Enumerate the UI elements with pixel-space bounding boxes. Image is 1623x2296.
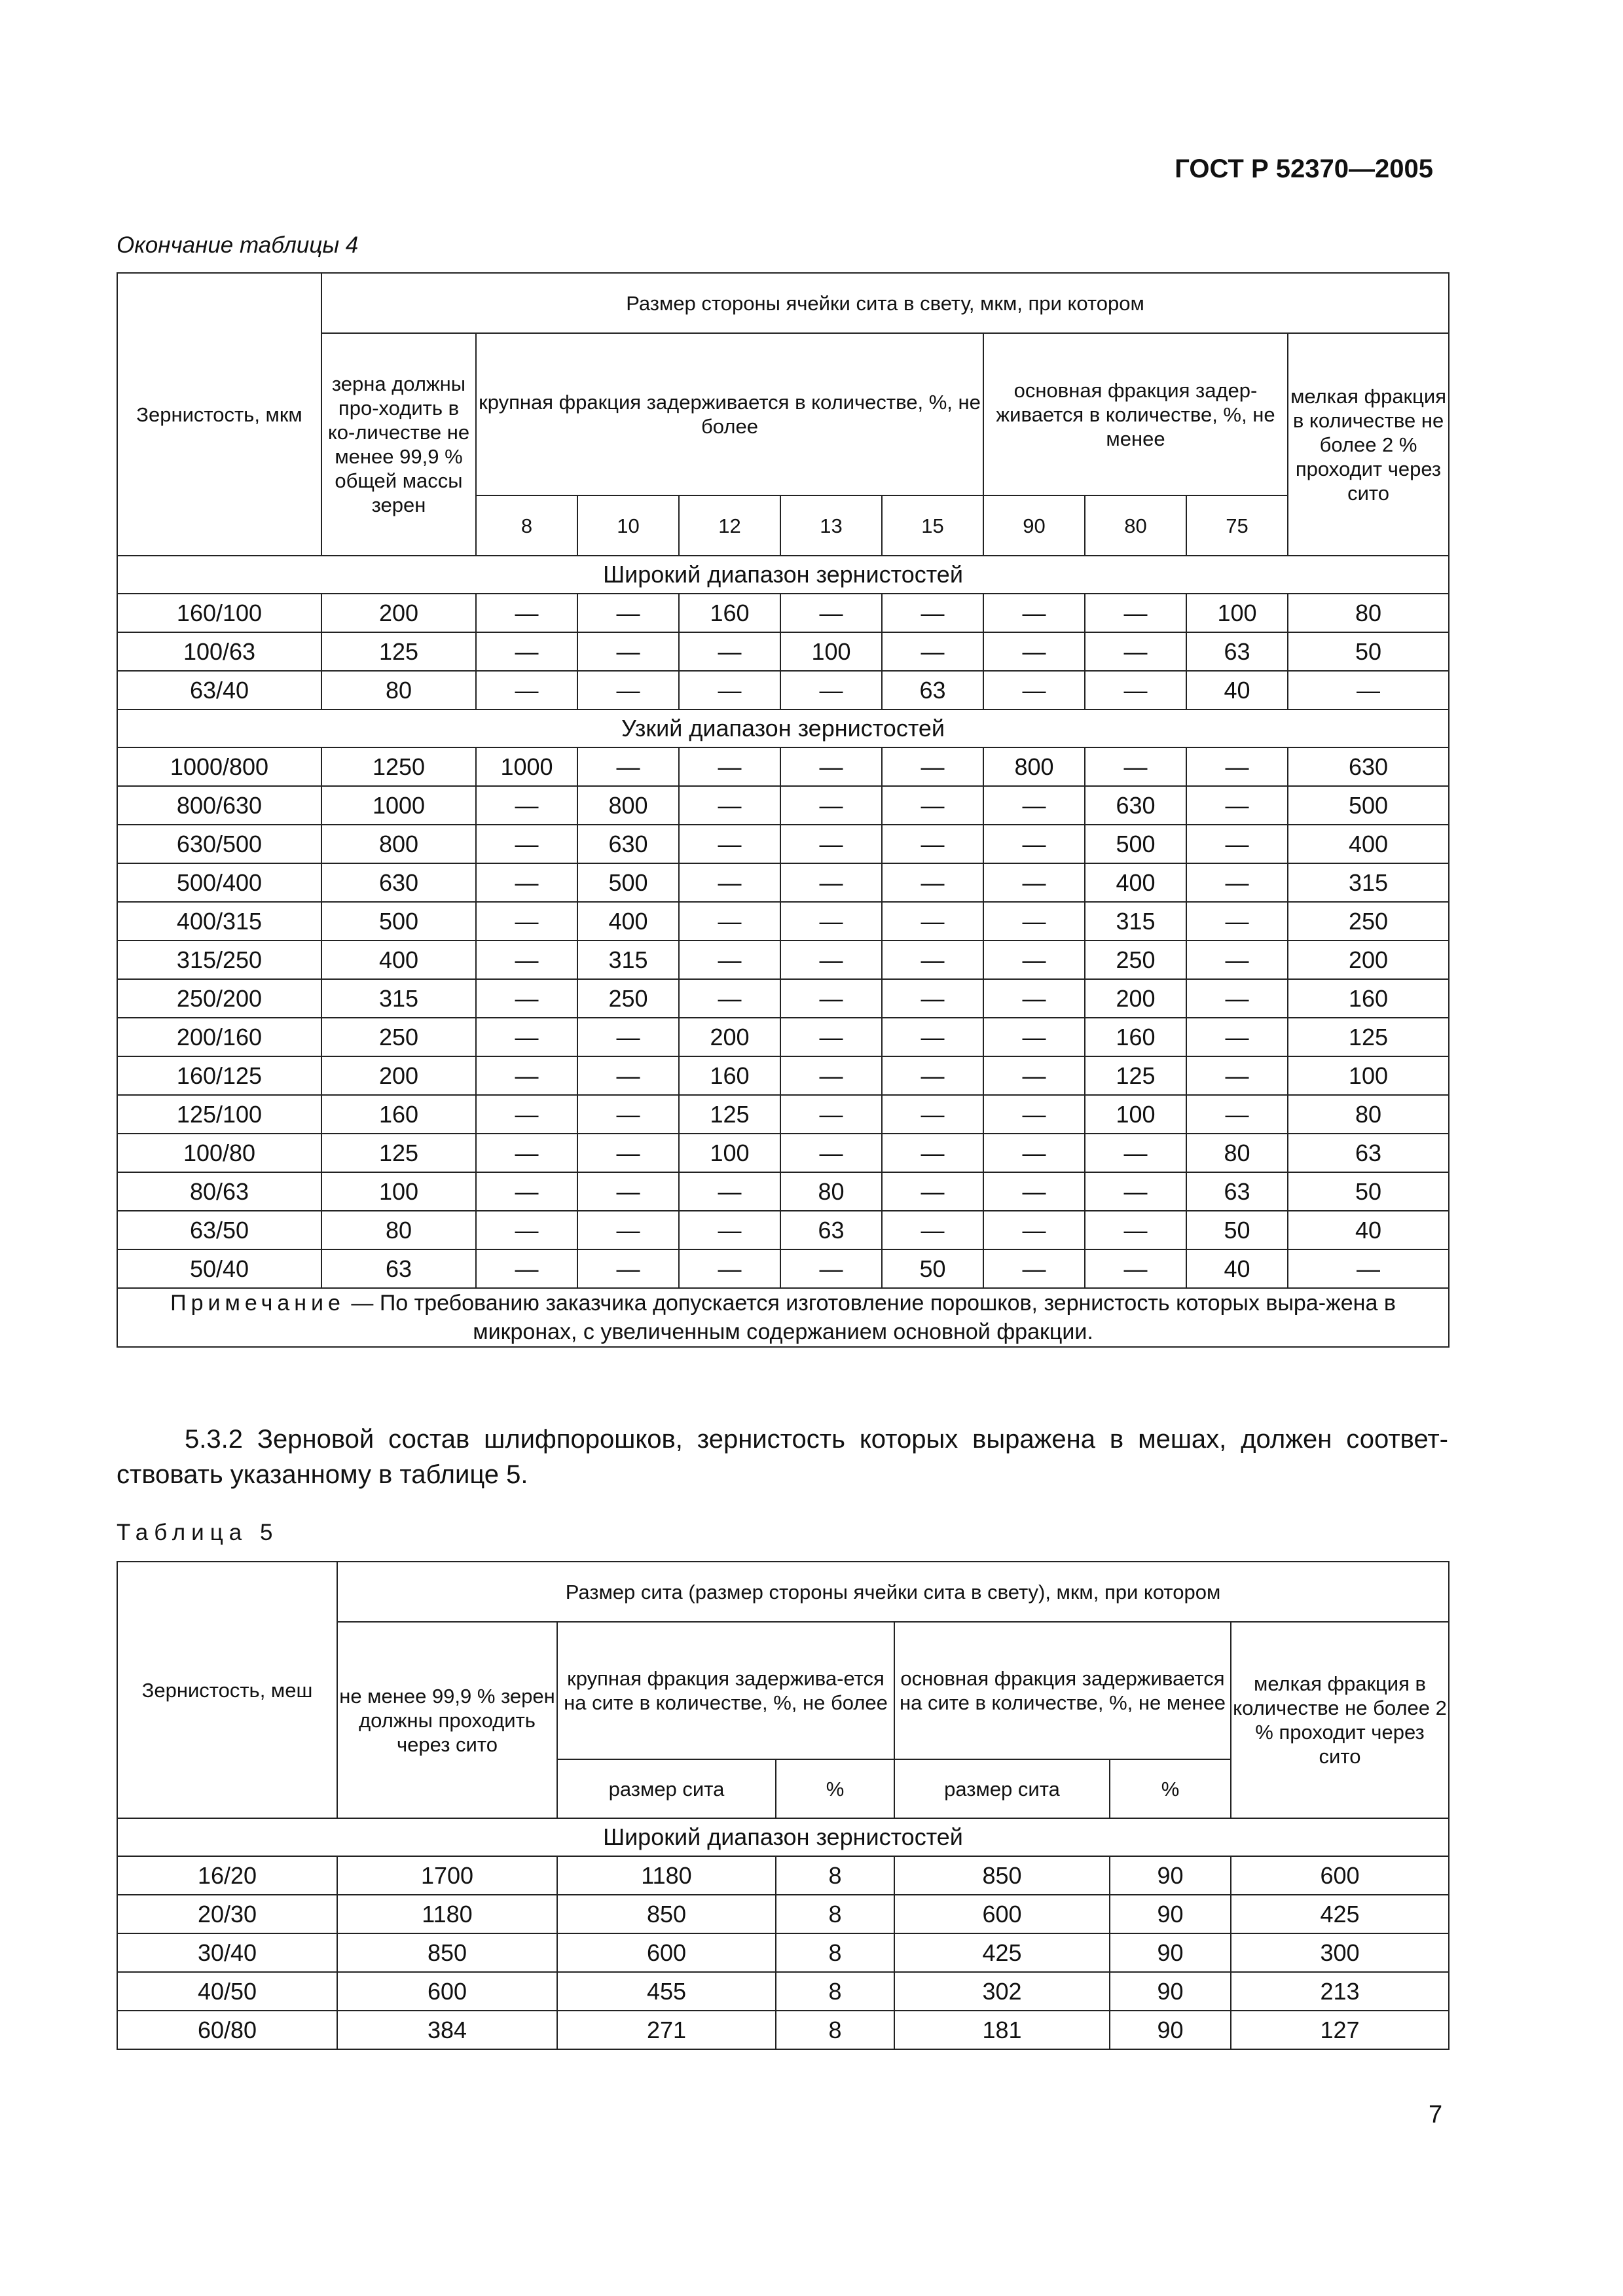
- col-header-coarse-12: 12: [679, 495, 780, 556]
- value-cell: —: [476, 632, 577, 671]
- col-header-main-90: 90: [983, 495, 1085, 556]
- value-cell: —: [577, 671, 679, 709]
- value-cell: —: [679, 902, 780, 941]
- value-cell: 63: [1288, 1134, 1449, 1172]
- value-cell: 181: [894, 2011, 1110, 2049]
- grit-cell: 50/40: [117, 1249, 321, 1288]
- value-cell: —: [1186, 825, 1288, 863]
- col-header-coarse-percent: %: [776, 1759, 894, 1818]
- value-cell: 850: [894, 1856, 1110, 1895]
- col-header-main: основная фракция задер-живается в количестве, %, не менее: [983, 333, 1288, 495]
- col-header-coarse-13: 13: [780, 495, 882, 556]
- value-cell: —: [1085, 1134, 1186, 1172]
- value-cell: —: [679, 1211, 780, 1249]
- value-cell: —: [780, 1018, 882, 1056]
- value-cell: 50: [1186, 1211, 1288, 1249]
- value-cell: 40: [1186, 1249, 1288, 1288]
- value-cell: —: [780, 1249, 882, 1288]
- value-cell: —: [577, 594, 679, 632]
- table-row: [117, 1972, 1449, 2011]
- note-text: — По требованию заказчика допускается изготовление порошков, зернистость которых выра-жена в микронах, с увеличенным содержанием основной фракции.: [344, 1291, 1396, 1344]
- value-cell: —: [882, 1134, 983, 1172]
- table-row: [117, 979, 1449, 1018]
- value-cell: —: [476, 1056, 577, 1095]
- value-cell: —: [679, 1172, 780, 1211]
- value-cell: 63: [321, 1249, 476, 1288]
- value-cell: —: [1085, 1211, 1186, 1249]
- value-cell: 200: [321, 1056, 476, 1095]
- value-cell: —: [983, 825, 1085, 863]
- value-cell: —: [983, 594, 1085, 632]
- value-cell: 400: [1085, 863, 1186, 902]
- value-cell: 1180: [337, 1895, 557, 1933]
- value-cell: 80: [1288, 594, 1449, 632]
- document-code: ГОСТ Р 52370—2005: [1175, 154, 1433, 183]
- grit-cell: 400/315: [117, 902, 321, 941]
- value-cell: —: [476, 1095, 577, 1134]
- value-cell: —: [577, 1095, 679, 1134]
- value-cell: —: [780, 747, 882, 786]
- value-cell: 630: [321, 863, 476, 902]
- value-cell: 850: [557, 1895, 776, 1933]
- table4-caption: Окончание таблицы 4: [117, 232, 359, 258]
- value-cell: —: [679, 825, 780, 863]
- col-header-grit: Зернистость, мкм: [117, 273, 321, 556]
- value-cell: —: [983, 1056, 1085, 1095]
- value-cell: 630: [1288, 747, 1449, 786]
- value-cell: —: [780, 979, 882, 1018]
- grit-cell: 16/20: [117, 1856, 337, 1895]
- value-cell: —: [476, 863, 577, 902]
- value-cell: 90: [1110, 1895, 1231, 1933]
- col-header-pass: зерна должны про-ходить в ко-личестве не менее 99,9 % общей массы зерен: [321, 333, 476, 556]
- value-cell: 8: [776, 1895, 894, 1933]
- value-cell: 800: [321, 825, 476, 863]
- value-cell: —: [1288, 1249, 1449, 1288]
- value-cell: —: [1186, 979, 1288, 1018]
- value-cell: 500: [1288, 786, 1449, 825]
- value-cell: 250: [321, 1018, 476, 1056]
- value-cell: 1250: [321, 747, 476, 786]
- value-cell: 160: [321, 1095, 476, 1134]
- grit-cell: 500/400: [117, 863, 321, 902]
- grit-cell: 1000/800: [117, 747, 321, 786]
- value-cell: 600: [1231, 1856, 1449, 1895]
- table-row: [117, 1134, 1449, 1172]
- table-row: [117, 941, 1449, 979]
- value-cell: —: [476, 1018, 577, 1056]
- value-cell: 500: [321, 902, 476, 941]
- value-cell: 213: [1231, 1972, 1449, 2011]
- value-cell: 125: [1085, 1056, 1186, 1095]
- value-cell: —: [780, 671, 882, 709]
- value-cell: —: [1186, 1018, 1288, 1056]
- value-cell: —: [476, 786, 577, 825]
- value-cell: —: [983, 1172, 1085, 1211]
- value-cell: 125: [679, 1095, 780, 1134]
- value-cell: 160: [1085, 1018, 1186, 1056]
- value-cell: 200: [321, 594, 476, 632]
- value-cell: 425: [894, 1933, 1110, 1972]
- grit-cell: 630/500: [117, 825, 321, 863]
- value-cell: 63: [1186, 632, 1288, 671]
- value-cell: —: [780, 1056, 882, 1095]
- grit-cell: 100/63: [117, 632, 321, 671]
- value-cell: —: [577, 1172, 679, 1211]
- section-header: [117, 556, 1449, 594]
- value-cell: 400: [1288, 825, 1449, 863]
- value-cell: 90: [1110, 1856, 1231, 1895]
- value-cell: 600: [557, 1933, 776, 1972]
- value-cell: 160: [679, 594, 780, 632]
- value-cell: 50: [1288, 632, 1449, 671]
- value-cell: —: [476, 594, 577, 632]
- value-cell: —: [1186, 941, 1288, 979]
- col-header-main-75: 75: [1186, 495, 1288, 556]
- page-number: 7: [1429, 2101, 1443, 2128]
- col-header-coarse: крупная фракция задержива-ется на сите в количестве, %, не более: [557, 1622, 894, 1759]
- value-cell: —: [1085, 1249, 1186, 1288]
- value-cell: 315: [1085, 902, 1186, 941]
- value-cell: 80: [321, 671, 476, 709]
- value-cell: 125: [321, 1134, 476, 1172]
- value-cell: 8: [776, 1933, 894, 1972]
- value-cell: 100: [1186, 594, 1288, 632]
- value-cell: —: [983, 1095, 1085, 1134]
- value-cell: 384: [337, 2011, 557, 2049]
- value-cell: —: [476, 979, 577, 1018]
- table-row: [117, 1895, 1449, 1933]
- table-row: [117, 1211, 1449, 1249]
- grit-cell: 250/200: [117, 979, 321, 1018]
- col-header-fine: мелкая фракция в количестве не более 2 % проходит через сито: [1231, 1622, 1449, 1818]
- table-row: [117, 1095, 1449, 1134]
- grit-cell: 63/50: [117, 1211, 321, 1249]
- value-cell: 400: [577, 902, 679, 941]
- value-cell: —: [476, 1249, 577, 1288]
- value-cell: —: [983, 863, 1085, 902]
- value-cell: —: [679, 1249, 780, 1288]
- value-cell: —: [882, 941, 983, 979]
- value-cell: 100: [1085, 1095, 1186, 1134]
- value-cell: 160: [679, 1056, 780, 1095]
- grit-cell: 160/100: [117, 594, 321, 632]
- col-header-main: основная фракция задерживается на сите в количестве, %, не менее: [894, 1622, 1231, 1759]
- col-header-coarse-8: 8: [476, 495, 577, 556]
- table-row: [117, 1056, 1449, 1095]
- section-title: Широкий диапазон зернистостей: [117, 1818, 1449, 1856]
- value-cell: 100: [780, 632, 882, 671]
- value-cell: 300: [1231, 1933, 1449, 1972]
- value-cell: 600: [337, 1972, 557, 2011]
- value-cell: 200: [1288, 941, 1449, 979]
- col-header-coarse: крупная фракция задерживается в количестве, %, не более: [476, 333, 983, 495]
- value-cell: —: [1085, 671, 1186, 709]
- value-cell: —: [983, 632, 1085, 671]
- value-cell: 100: [1288, 1056, 1449, 1095]
- section-header: [117, 709, 1449, 747]
- grit-cell: 100/80: [117, 1134, 321, 1172]
- table-row: [117, 632, 1449, 671]
- note-label: Примечание: [170, 1291, 345, 1316]
- table-row: [117, 1249, 1449, 1288]
- value-cell: 8: [776, 2011, 894, 2049]
- value-cell: 1700: [337, 1856, 557, 1895]
- value-cell: 127: [1231, 2011, 1449, 2049]
- value-cell: —: [882, 902, 983, 941]
- value-cell: —: [780, 863, 882, 902]
- table-row: [117, 1933, 1449, 1972]
- value-cell: —: [780, 786, 882, 825]
- value-cell: —: [679, 632, 780, 671]
- value-cell: —: [780, 941, 882, 979]
- table-4: [117, 272, 1450, 1348]
- value-cell: 8: [776, 1972, 894, 2011]
- value-cell: —: [882, 786, 983, 825]
- value-cell: —: [476, 1172, 577, 1211]
- value-cell: 200: [1085, 979, 1186, 1018]
- col-header-grit-mesh: Зернистость, меш: [117, 1562, 337, 1818]
- value-cell: 40: [1288, 1211, 1449, 1249]
- value-cell: —: [882, 863, 983, 902]
- table-row: [117, 2011, 1449, 2049]
- value-cell: 315: [577, 941, 679, 979]
- col-header-main-sieve: размер сита: [894, 1759, 1110, 1818]
- value-cell: 40: [1186, 671, 1288, 709]
- table-row: [117, 902, 1449, 941]
- value-cell: 90: [1110, 1972, 1231, 2011]
- value-cell: —: [1186, 1056, 1288, 1095]
- value-cell: —: [1186, 786, 1288, 825]
- value-cell: —: [882, 1056, 983, 1095]
- value-cell: —: [882, 979, 983, 1018]
- value-cell: —: [1288, 671, 1449, 709]
- value-cell: —: [1085, 594, 1186, 632]
- value-cell: 315: [1288, 863, 1449, 902]
- value-cell: 800: [983, 747, 1085, 786]
- grit-cell: 30/40: [117, 1933, 337, 1972]
- value-cell: —: [1085, 1172, 1186, 1211]
- value-cell: —: [476, 671, 577, 709]
- value-cell: 63: [780, 1211, 882, 1249]
- value-cell: 50: [882, 1249, 983, 1288]
- value-cell: —: [577, 1211, 679, 1249]
- table-row: [117, 1856, 1449, 1895]
- value-cell: —: [882, 1172, 983, 1211]
- section-title: Широкий диапазон зернистостей: [117, 556, 1449, 594]
- value-cell: 160: [1288, 979, 1449, 1018]
- value-cell: 400: [321, 941, 476, 979]
- value-cell: —: [882, 825, 983, 863]
- value-cell: —: [983, 902, 1085, 941]
- table-row: [117, 747, 1449, 786]
- table-row: [117, 786, 1449, 825]
- value-cell: —: [882, 747, 983, 786]
- table-5: [117, 1561, 1450, 2050]
- value-cell: —: [577, 632, 679, 671]
- value-cell: 1180: [557, 1856, 776, 1895]
- col-header-coarse-15: 15: [882, 495, 983, 556]
- value-cell: 500: [577, 863, 679, 902]
- value-cell: —: [780, 825, 882, 863]
- value-cell: 302: [894, 1972, 1110, 2011]
- value-cell: —: [983, 1134, 1085, 1172]
- value-cell: —: [882, 1095, 983, 1134]
- value-cell: —: [780, 902, 882, 941]
- col-header-fine: мелкая фракция в количестве не более 2 % проходит через сито: [1288, 333, 1449, 556]
- col-header-pass: не менее 99,9 % зерен должны проходить через сито: [337, 1622, 557, 1818]
- value-cell: 90: [1110, 1933, 1231, 1972]
- table-row: [117, 1172, 1449, 1211]
- col-header-sieve: Размер стороны ячейки сита в свету, мкм, при котором: [321, 273, 1449, 333]
- value-cell: 63: [882, 671, 983, 709]
- value-cell: 1000: [321, 786, 476, 825]
- grit-cell: 160/125: [117, 1056, 321, 1095]
- col-header-sieve-size: Размер сита (размер стороны ячейки сита в свету), мкм, при котором: [337, 1562, 1449, 1622]
- value-cell: 100: [679, 1134, 780, 1172]
- section-header: [117, 1818, 1449, 1856]
- value-cell: —: [983, 979, 1085, 1018]
- table4-note: [117, 1288, 1449, 1347]
- value-cell: 600: [894, 1895, 1110, 1933]
- value-cell: 50: [1288, 1172, 1449, 1211]
- grit-cell: 20/30: [117, 1895, 337, 1933]
- value-cell: —: [476, 1211, 577, 1249]
- value-cell: —: [476, 825, 577, 863]
- value-cell: —: [476, 902, 577, 941]
- value-cell: —: [983, 941, 1085, 979]
- value-cell: —: [577, 1249, 679, 1288]
- value-cell: —: [983, 1249, 1085, 1288]
- value-cell: —: [1085, 632, 1186, 671]
- value-cell: 271: [557, 2011, 776, 2049]
- value-cell: 100: [321, 1172, 476, 1211]
- value-cell: 425: [1231, 1895, 1449, 1933]
- grit-cell: 63/40: [117, 671, 321, 709]
- value-cell: —: [983, 786, 1085, 825]
- value-cell: 630: [577, 825, 679, 863]
- value-cell: 80: [1186, 1134, 1288, 1172]
- value-cell: 315: [321, 979, 476, 1018]
- value-cell: —: [577, 1134, 679, 1172]
- col-header-coarse-10: 10: [577, 495, 679, 556]
- value-cell: 250: [1288, 902, 1449, 941]
- value-cell: —: [882, 594, 983, 632]
- grit-cell: 315/250: [117, 941, 321, 979]
- col-header-main-80: 80: [1085, 495, 1186, 556]
- value-cell: —: [983, 671, 1085, 709]
- value-cell: 80: [321, 1211, 476, 1249]
- value-cell: —: [1186, 747, 1288, 786]
- grit-cell: 40/50: [117, 1972, 337, 2011]
- value-cell: —: [577, 1056, 679, 1095]
- table5-caption: Таблица 5: [117, 1520, 279, 1545]
- value-cell: —: [780, 1095, 882, 1134]
- value-cell: —: [1186, 902, 1288, 941]
- grit-cell: 125/100: [117, 1095, 321, 1134]
- table-row: [117, 671, 1449, 709]
- value-cell: 125: [1288, 1018, 1449, 1056]
- paragraph-5-3-2: 5.3.2 Зерновой состав шлифпорошков, зернистость которых выражена в мешах, должен соответ-ствовать указанному в таблице 5.: [117, 1425, 1448, 1489]
- value-cell: —: [679, 941, 780, 979]
- value-cell: —: [882, 632, 983, 671]
- value-cell: 200: [679, 1018, 780, 1056]
- grit-cell: 200/160: [117, 1018, 321, 1056]
- value-cell: —: [679, 747, 780, 786]
- col-header-main-percent: %: [1110, 1759, 1231, 1818]
- grit-cell: 60/80: [117, 2011, 337, 2049]
- value-cell: —: [577, 747, 679, 786]
- value-cell: 250: [577, 979, 679, 1018]
- value-cell: 250: [1085, 941, 1186, 979]
- value-cell: 63: [1186, 1172, 1288, 1211]
- value-cell: 90: [1110, 2011, 1231, 2049]
- table-row: [117, 1018, 1449, 1056]
- value-cell: —: [577, 1018, 679, 1056]
- value-cell: —: [983, 1211, 1085, 1249]
- value-cell: —: [1186, 1095, 1288, 1134]
- value-cell: 850: [337, 1933, 557, 1972]
- value-cell: 125: [321, 632, 476, 671]
- value-cell: 455: [557, 1972, 776, 2011]
- value-cell: 1000: [476, 747, 577, 786]
- value-cell: 500: [1085, 825, 1186, 863]
- value-cell: —: [882, 1211, 983, 1249]
- value-cell: —: [679, 979, 780, 1018]
- value-cell: —: [476, 941, 577, 979]
- table-row: [117, 825, 1449, 863]
- table-row: [117, 863, 1449, 902]
- value-cell: —: [679, 863, 780, 902]
- value-cell: —: [1186, 863, 1288, 902]
- value-cell: —: [780, 1134, 882, 1172]
- value-cell: 800: [577, 786, 679, 825]
- value-cell: 80: [1288, 1095, 1449, 1134]
- value-cell: —: [882, 1018, 983, 1056]
- grit-cell: 800/630: [117, 786, 321, 825]
- value-cell: —: [983, 1018, 1085, 1056]
- value-cell: —: [679, 671, 780, 709]
- value-cell: —: [780, 594, 882, 632]
- value-cell: —: [1085, 747, 1186, 786]
- col-header-coarse-sieve: размер сита: [557, 1759, 776, 1818]
- section-title: Узкий диапазон зернистостей: [117, 709, 1449, 747]
- grit-cell: 80/63: [117, 1172, 321, 1211]
- table-row: [117, 594, 1449, 632]
- value-cell: —: [476, 1134, 577, 1172]
- value-cell: —: [679, 786, 780, 825]
- value-cell: 8: [776, 1856, 894, 1895]
- value-cell: 630: [1085, 786, 1186, 825]
- value-cell: 80: [780, 1172, 882, 1211]
